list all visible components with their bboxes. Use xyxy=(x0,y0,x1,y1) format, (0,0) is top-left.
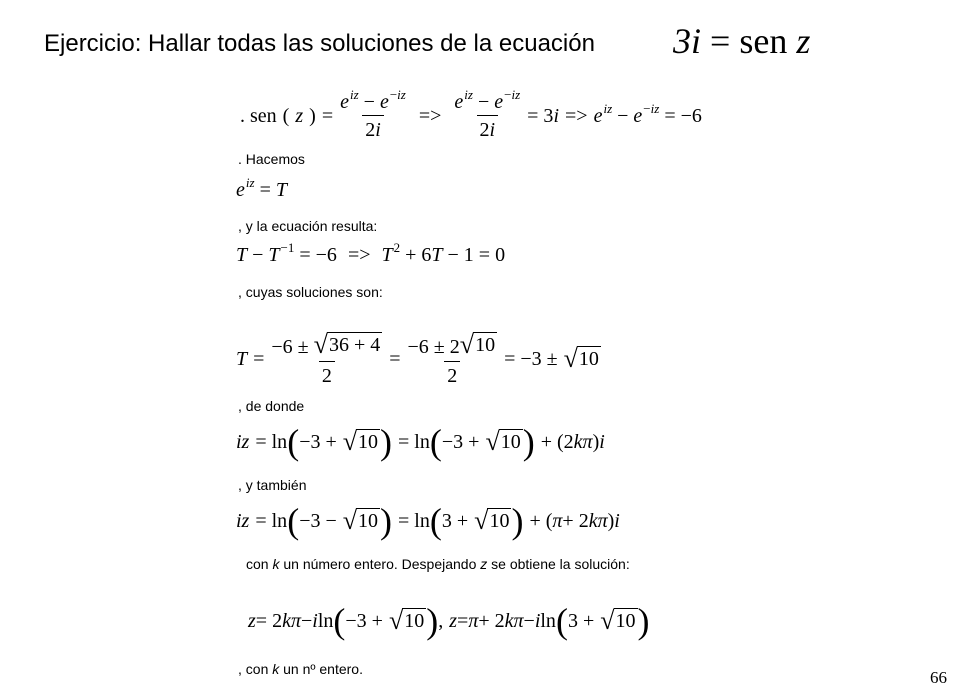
title-eq-function: sen xyxy=(739,21,788,61)
title-equation xyxy=(673,20,810,62)
title-eq-variable: z xyxy=(796,21,811,61)
title-eq-equals: = xyxy=(710,21,731,61)
equation-roots: T = −6 ± √ 36 + 4 2 = −6 ± 2 √ 10 2 = −3 ± √ 10 xyxy=(236,330,599,387)
page-number: 66 xyxy=(930,668,947,687)
text-despejando: con k un número entero. Despejando z se obtiene la solución: xyxy=(246,556,630,572)
title-eq-lhs: 3i xyxy=(673,21,702,61)
text-resulta: , y la ecuación resulta: xyxy=(238,218,378,234)
equation-final-solutions: z = 2 kπ − i ln ( −3 + √ 10 ) , z = π + 2 kπ − i ln ( 3 + √ 10 ) xyxy=(248,601,650,641)
text-soluciones: , cuyas soluciones son: xyxy=(238,284,383,300)
text-de-donde: , de donde xyxy=(238,398,305,414)
equation-quadratic: $T - T^{-1} = -6 => T^2 + 6T - 1 = 0$ xyxy=(236,240,506,266)
equation-log-second: iz = ln ( −3 − √ 10 ) = ln ( 3 + √ 10 ) + ( π + 2 kπ ) i xyxy=(236,501,620,541)
text-final: , con k un nº entero. xyxy=(238,661,363,677)
equation-sen-definition: . sen ( z ) = $\frac{e^{iz} - e^{-iz}}{2i}$ => $\frac{e^{iz} - e^{-iz}}{2i}$ = 3i => $e^{iz} - e^{-iz} = -6$ xyxy=(240,87,702,141)
text-tambien: , y también xyxy=(238,477,307,493)
slide-title: Ejercicio: Hallar todas las soluciones de la ecuación xyxy=(44,30,595,57)
equation-substitution: $e^{iz} = T$ xyxy=(236,175,287,201)
equation-log-first: iz = ln ( −3 + √ 10 ) = ln ( −3 + √ 10 ) + (2 kπ ) i xyxy=(236,422,605,462)
text-hacemos: . Hacemos xyxy=(238,151,305,167)
